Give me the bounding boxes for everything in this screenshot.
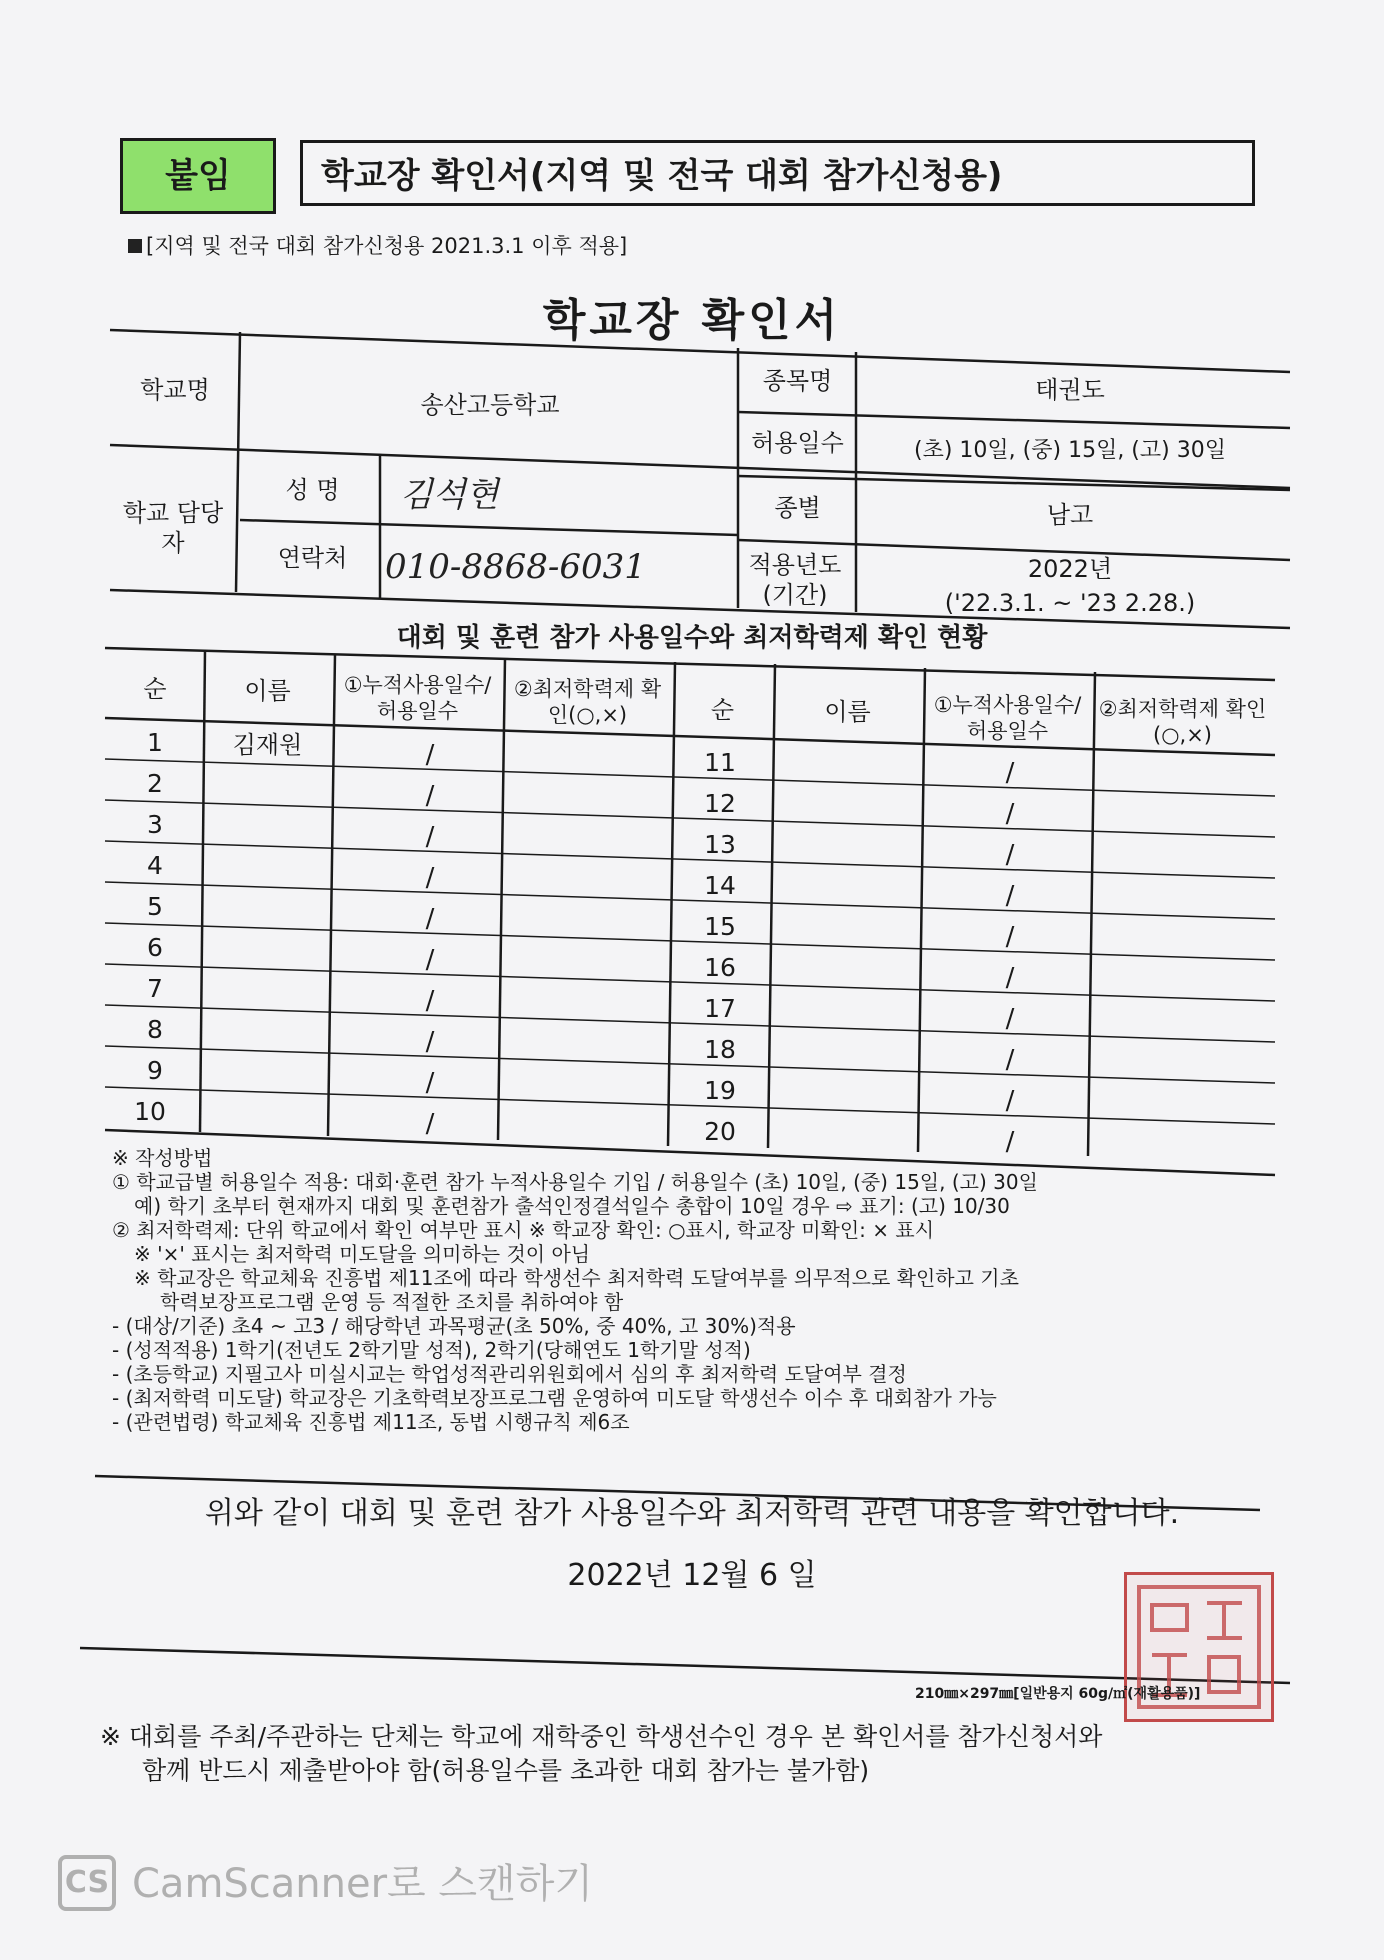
- instruction-line: ② 최저학력제: 단위 학교에서 확인 여부만 표시 ※ 학교장 확인: ○표시, 학교장 미확인: × 표시: [112, 1218, 935, 1242]
- table-row-days: /: [1005, 1086, 1015, 1116]
- header-name-right: 이름: [824, 698, 871, 726]
- writing-instructions: [112, 1146, 1272, 1434]
- table-row-days: /: [425, 863, 435, 893]
- submission-note-line: ※ 대회를 주최/주관하는 단체는 학교에 재학중인 학생선수인 경우 본 확인서를 참가신청서와: [100, 1722, 1103, 1751]
- header-minimum-right: ②최저학력제 확인(○,×): [1098, 696, 1267, 747]
- table-row-number: 3: [147, 810, 163, 839]
- table-row-days: /: [1005, 1127, 1015, 1157]
- camscanner-logo-icon: CS: [58, 1855, 116, 1911]
- table-row-number: 6: [147, 933, 163, 962]
- table-row-days: /: [425, 781, 435, 811]
- table-row-days: /: [1005, 1045, 1015, 1075]
- name-label: 성 명: [285, 475, 340, 504]
- table-row-number: 18: [704, 1035, 736, 1064]
- table-row-days: /: [425, 1027, 435, 1057]
- table-row-days: /: [1005, 881, 1015, 911]
- table-row-days: /: [1005, 758, 1015, 788]
- instruction-line: 학력보장프로그램 운영 등 적절한 조치를 취하여야 함: [160, 1290, 624, 1314]
- table-row-days: /: [1005, 840, 1015, 870]
- table-row-number: 20: [704, 1117, 736, 1146]
- table-row-name: 김재원: [232, 731, 303, 759]
- attachment-tag: 붙임: [120, 138, 276, 214]
- table-row-number: 4: [147, 851, 163, 880]
- instruction-line: 예) 학기 초부터 현재까지 대회 및 훈련참가 출석인정결석일수 총합이 10일 경우 ⇨ 표기: (고) 10/30: [134, 1194, 1010, 1218]
- table-row-number: 10: [134, 1097, 166, 1126]
- type-label: 종별: [774, 494, 821, 522]
- table-row-days: /: [425, 1109, 435, 1139]
- header-no-left: 순: [143, 675, 167, 703]
- table-row-number: 15: [704, 912, 736, 941]
- table-row-number: 19: [704, 1076, 736, 1105]
- table-row-number: 8: [147, 1015, 163, 1044]
- instruction-heading: ※ 작성방법: [112, 1146, 213, 1170]
- table-row-number: 13: [704, 830, 736, 859]
- confirmation-statement: 위와 같이 대회 및 훈련 참가 사용일수와 최저학력 관련 내용을 확인합니다.: [204, 1496, 1180, 1531]
- table-row-days: /: [425, 945, 435, 975]
- allowed-days-value: (초) 10일, (중) 15일, (고) 30일: [914, 438, 1226, 464]
- table-row-days: /: [425, 822, 435, 852]
- instruction-line: ※ '×' 표시는 최저학력 미도달을 의미하는 것이 아님: [134, 1242, 591, 1266]
- table-row-number: 14: [704, 871, 736, 900]
- table-row-days: /: [1005, 1004, 1015, 1034]
- table-row-number: 12: [704, 789, 736, 818]
- table-row-days: /: [1005, 922, 1015, 952]
- camscanner-watermark: CamScanner로 스캔하기: [132, 1861, 593, 1907]
- header-days-right: ①누적사용일수/허용일수: [933, 692, 1082, 743]
- sport-label: 종목명: [762, 367, 833, 395]
- table-row-number: 11: [704, 748, 736, 777]
- table-row-days: /: [425, 904, 435, 934]
- contact-handwritten: 010-8868-6031: [385, 547, 646, 588]
- table-row-number: 7: [147, 974, 163, 1003]
- table-row-days: /: [425, 986, 435, 1016]
- table-row-number: 16: [704, 953, 736, 982]
- year-label: 적용년도 (기간): [748, 551, 842, 609]
- instruction-line: - (관련법령) 학교체육 진흥법 제11조, 동법 시행규칙 제6조: [112, 1410, 630, 1434]
- manager-name-handwritten: 김석현: [400, 475, 499, 516]
- instruction-line: - (성적적용) 1학기(전년도 2학기말 성적), 2학기(당해연도 1학기말 성적): [112, 1338, 751, 1362]
- allowed-days-label: 허용일수: [751, 429, 844, 457]
- school-name-label: 학교명: [140, 376, 210, 404]
- contact-label: 연락처: [277, 543, 348, 572]
- table-row-number: 1: [147, 728, 163, 757]
- year-value: 2022년: [1027, 555, 1113, 583]
- period-value: ('22.3.1. ~ '23 2.28.): [944, 589, 1196, 617]
- type-value: 남고: [1046, 501, 1094, 529]
- table-row-number: 2: [147, 769, 163, 798]
- school-name-value: 송산고등학교: [420, 391, 560, 419]
- table-row-number: 5: [147, 892, 163, 921]
- instruction-line: - (대상/기준) 초4 ~ 고3 / 해당학년 과목평균(초 50%, 중 40%, 고 30%)적용: [112, 1314, 796, 1338]
- table-row-days: /: [425, 740, 435, 770]
- applicability-note-text: [지역 및 전국 대회 참가신청용 2021.3.1 이후 적용]: [146, 234, 628, 258]
- paper-size-note: 210㎜×297㎜[일반용지 60g/㎡(재활용품)]: [915, 1686, 1201, 1702]
- section-title: 대회 및 훈련 참가 사용일수와 최저학력제 확인 현황: [396, 623, 988, 653]
- table-row-number: 17: [704, 994, 736, 1023]
- header-name-left: 이름: [244, 677, 291, 705]
- sport-value: 태권도: [1035, 376, 1105, 404]
- header-minimum-left: ②최저학력제 확인(○,×): [513, 676, 662, 727]
- header-no-right: 순: [710, 696, 735, 724]
- header-days-left: ①누적사용일수/허용일수: [343, 672, 492, 723]
- instruction-line: ※ 학교장은 학교체육 진흥법 제11조에 따라 학생선수 최저학력 도달여부를 의무적으로 확인하고 기초: [134, 1266, 1019, 1290]
- instruction-line: - (최저학력 미도달) 학교장은 기초학력보장프로그램 운영하여 미도달 학생선수 이수 후 대회참가 가능: [112, 1386, 997, 1410]
- page-title: 학교장 확인서: [542, 295, 842, 346]
- issue-date: 2022년 12월 6 일: [567, 1558, 817, 1593]
- document-heading: 학교장 확인서(지역 및 전국 대회 참가신청용): [300, 140, 1255, 206]
- table-row-days: /: [1005, 799, 1015, 829]
- instruction-line: ① 학교급별 허용일수 적용: 대회·훈련 참가 누적사용일수 기입 / 허용일수 (초) 10일, (중) 15일, (고) 30일: [112, 1170, 1038, 1194]
- instruction-line: - (초등학교) 지필고사 미실시교는 학업성적관리위원회에서 심의 후 최저학력 도달여부 결정: [112, 1362, 907, 1386]
- manager-label: 학교 담당자: [122, 499, 224, 557]
- submission-note: [100, 1720, 1300, 1788]
- table-row-days: /: [1005, 963, 1015, 993]
- table-row-number: 9: [147, 1056, 163, 1085]
- submission-note-line: 함께 반드시 제출받아야 함(허용일수를 초과한 대회 참가는 불가함): [142, 1756, 870, 1785]
- table-row-days: /: [425, 1068, 435, 1098]
